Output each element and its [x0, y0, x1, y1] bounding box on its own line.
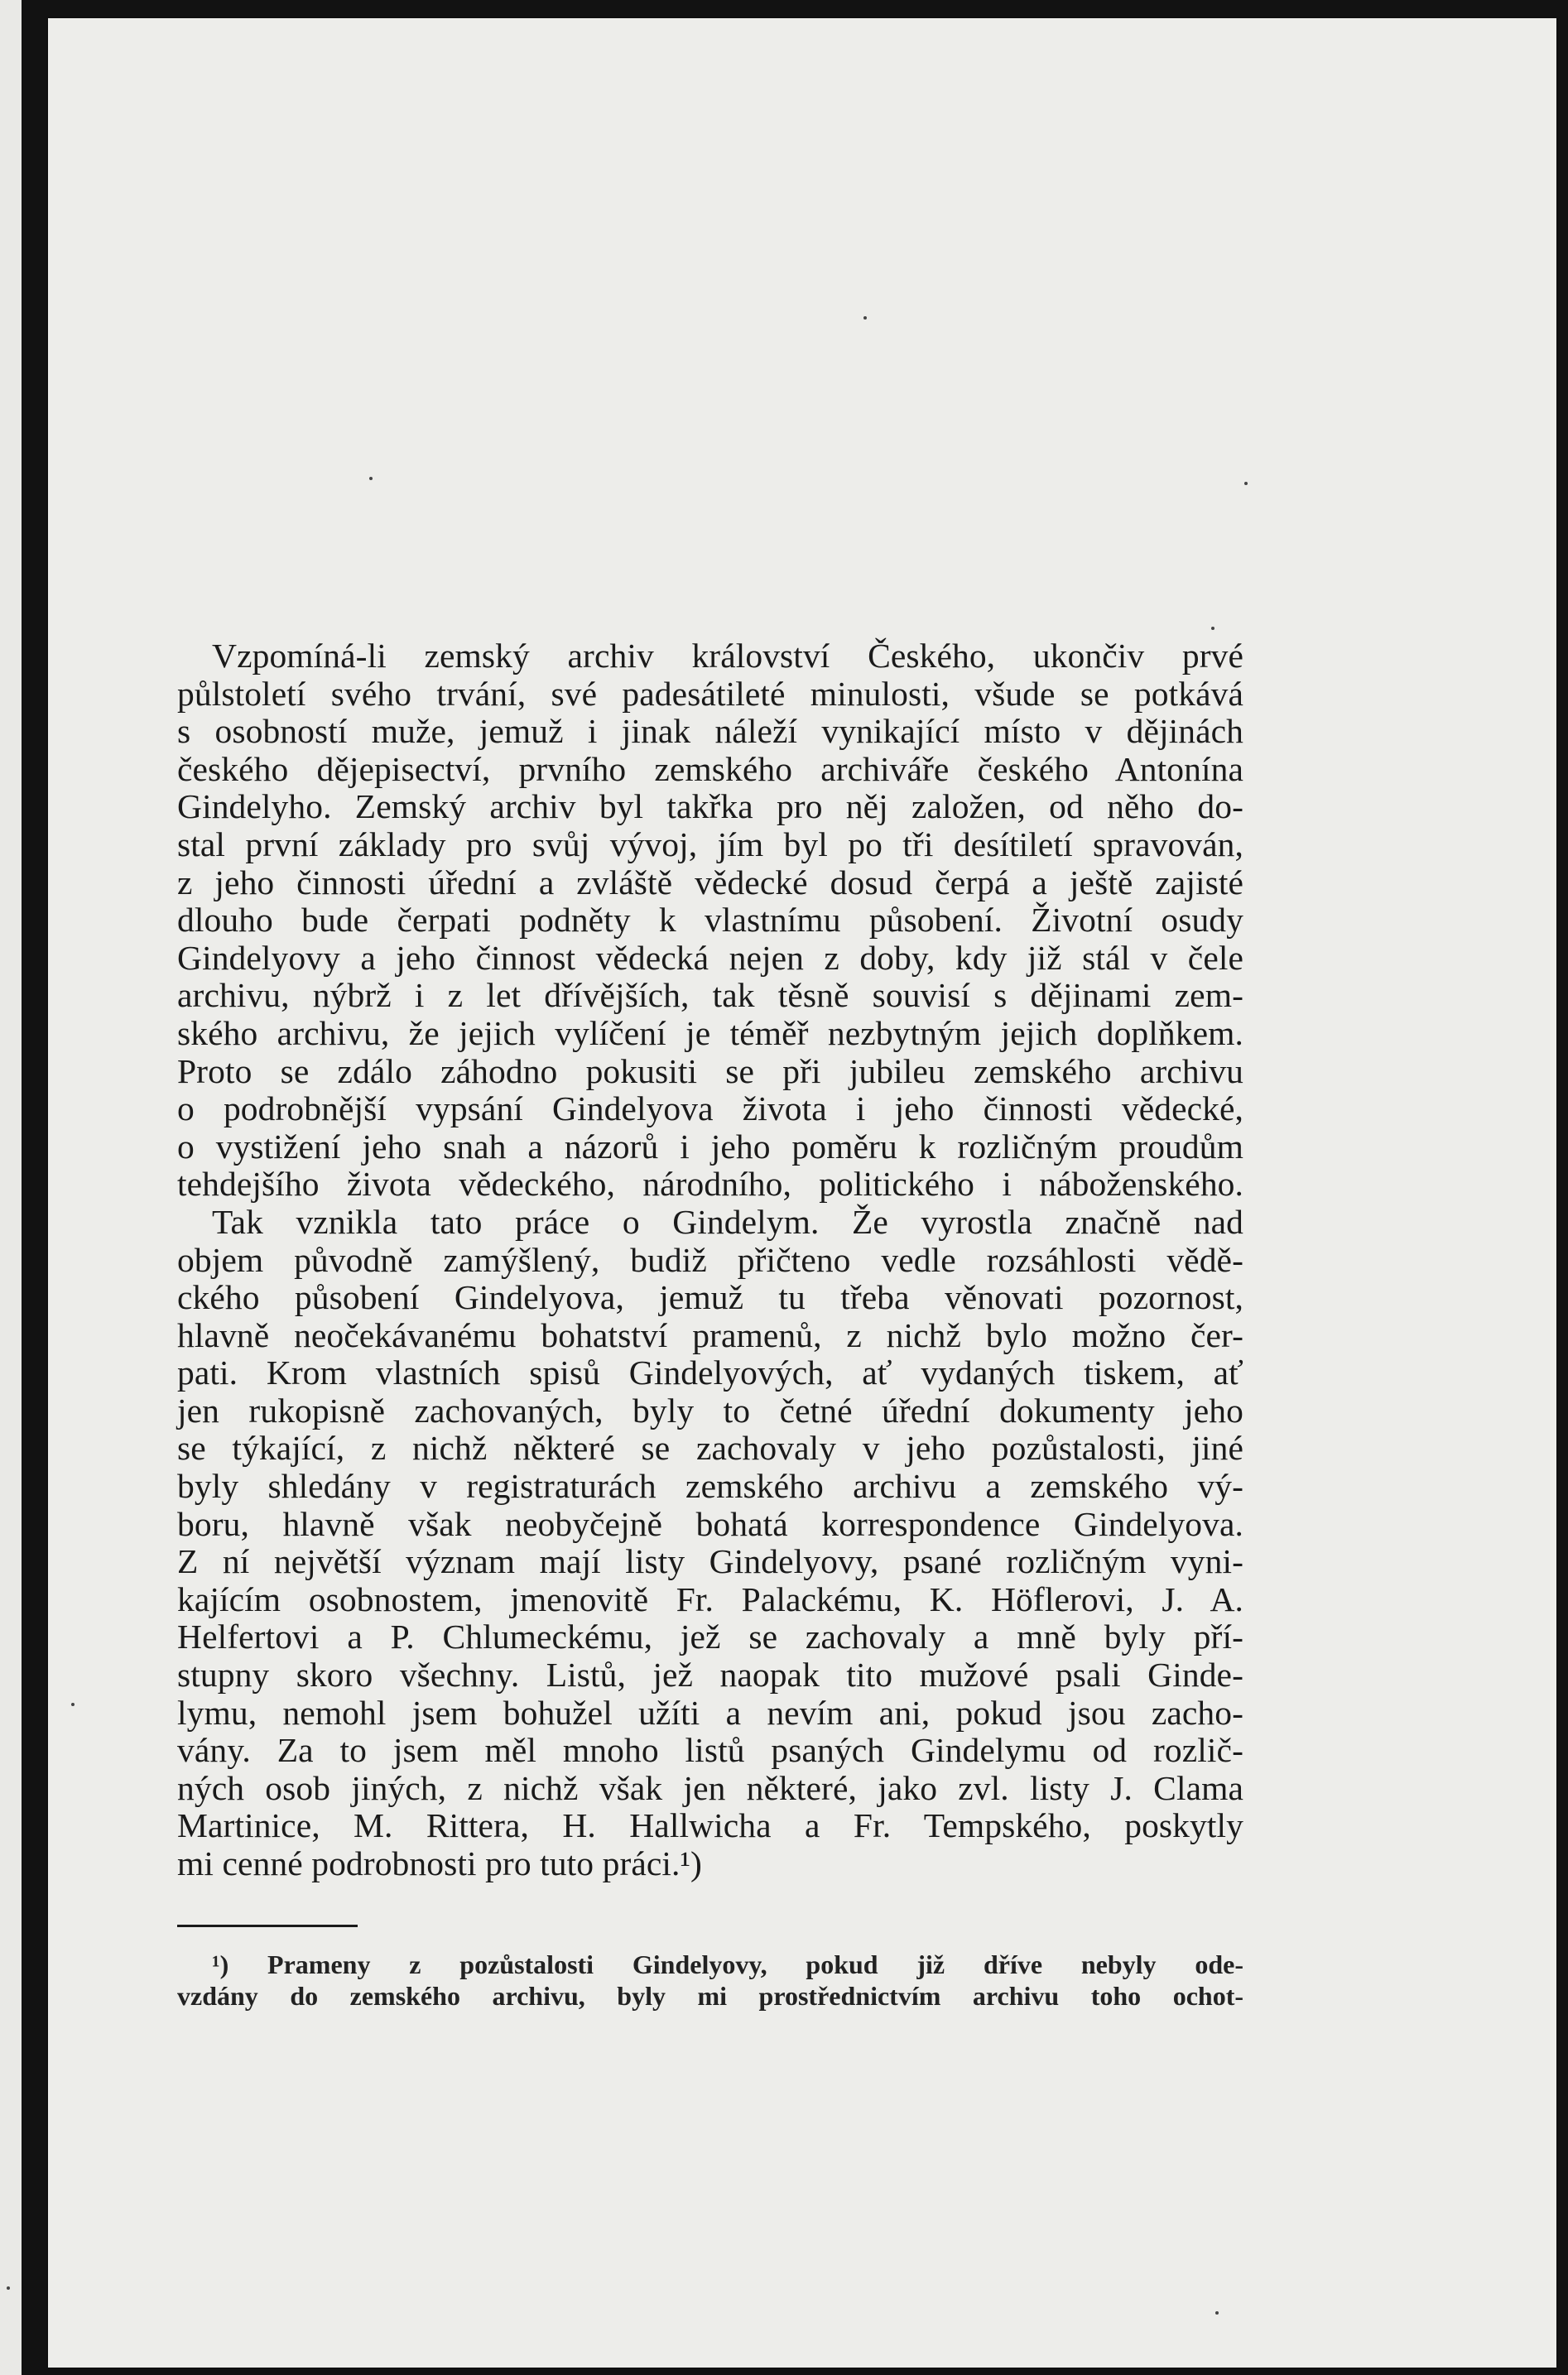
text-line: ných osob jiných, z nichž však jen některé, jako zvl. listy J. Clama — [177, 1768, 1243, 1807]
text-line: z jeho činnosti úřední a zvláště vědecké dosud čerpá a ještě zajisté — [177, 863, 1243, 901]
text-line: Tak vznikla tato práce o Gindelym. Že vyrostla značně nad — [212, 1202, 1243, 1241]
text-line: Martinice, M. Rittera, H. Hallwicha a Fr. Tempského, poskytly — [177, 1806, 1243, 1845]
scan-speck — [863, 316, 867, 320]
text-line: archivu, nýbrž i z let dřívějších, tak těsně souvisí s dějinami zem- — [177, 976, 1243, 1015]
text-line: s osobností muže, jemuž i jinak náleží vynikající místo v dějinách — [177, 712, 1243, 751]
text-line: Gindelyovy a jeho činnost vědecká nejen z doby, kdy již stál v čele — [177, 938, 1243, 977]
scan-speck — [1211, 627, 1214, 630]
text-line: byly shledány v registraturách zemského archivu a zemského vý- — [177, 1467, 1243, 1506]
text-line: vány. Za to jsem měl mnoho listů psaných Gindelymu od rozlič- — [177, 1731, 1243, 1770]
text-line: dlouho bude čerpati podněty k vlastnímu působení. Životní osudy — [177, 901, 1243, 940]
scan-speck — [1244, 482, 1248, 485]
text-line: hlavně neočekávanému bohatství pramenů, z nichž bylo možno čer- — [177, 1315, 1243, 1354]
text-line: stupny skoro všechny. Listů, jež naopak tito mužové psali Ginde- — [177, 1656, 1243, 1695]
scan-speck — [369, 477, 373, 480]
scan-speck — [71, 1703, 75, 1706]
text-line: ckého působení Gindelyova, jemuž tu třeba věnovati pozornost, — [177, 1278, 1243, 1317]
footnote — [177, 1949, 1243, 2012]
text-line: Gindelyho. Zemský archiv byl takřka pro něj založen, od něho do- — [177, 787, 1243, 826]
footnote-line: vzdány do zemského archivu, byly mi prostřednictvím archivu toho ochot- — [177, 1980, 1243, 2011]
scan-speck — [7, 2286, 10, 2290]
text-line: objem původně zamýšlený, budiž přičteno vedle rozsáhlosti vědě- — [177, 1240, 1243, 1279]
text-line: Helfertovi a P. Chlumeckému, jež se zachovaly a mně byly pří- — [177, 1618, 1243, 1656]
footnote-divider — [177, 1925, 358, 1927]
text-line: Vzpomíná-li zemský archiv království Českého, ukončiv prvé — [212, 637, 1243, 675]
text-line: o podrobnější vypsání Gindelyova života i jeho činnosti vědecké, — [177, 1089, 1243, 1128]
text-line: pati. Krom vlastních spisů Gindelyových, ať vydaných tiskem, ať — [177, 1353, 1243, 1392]
text-line: jen rukopisně zachovaných, byly to četné úřední dokumenty jeho — [177, 1391, 1243, 1430]
text-line: stal první základy pro svůj vývoj, jím byl po tři desítiletí spravován, — [177, 825, 1243, 863]
text-line: tehdejšího života vědeckého, národního, politického i náboženského. — [177, 1165, 1243, 1204]
text-line: půlstoletí svého trvání, své padesátileté minulosti, všude se potkává — [177, 674, 1243, 713]
paragraph-2 — [177, 1204, 1243, 1883]
text-line: mi cenné podrobnosti pro tuto práci.¹) — [177, 1844, 702, 1882]
footnote-line: ¹) Prameny z pozůstalosti Gindelyovy, pokud již dříve nebyly ode- — [212, 1949, 1243, 1979]
scan-speck — [1215, 2311, 1219, 2315]
text-line: Z ní největší význam mají listy Gindelyovy, psané rozličným vyni- — [177, 1542, 1243, 1581]
paragraph-1 — [177, 637, 1243, 1204]
text-line: se týkající, z nichž některé se zachovaly v jeho pozůstalosti, jiné — [177, 1429, 1243, 1468]
text-line: ského archivu, že jejich vylíčení je téměř nezbytným jejich doplňkem. — [177, 1013, 1243, 1052]
text-line: kajícím osobnostem, jmenovitě Fr. Palackému, K. Höflerovi, J. A. — [177, 1579, 1243, 1618]
text-line: Proto se zdálo záhodno pokusiti se při jubileu zemského archivu — [177, 1051, 1243, 1090]
body-text — [177, 637, 1243, 2012]
text-line: českého dějepisectví, prvního zemského archiváře českého Antonína — [177, 749, 1243, 788]
text-line: lymu, nemohl jsem bohužel užíti a nevím ani, pokud jsou zacho- — [177, 1693, 1243, 1732]
adjacent-page-edge — [0, 0, 22, 2375]
text-line: boru, hlavně však neobyčejně bohatá korrespondence Gindelyova. — [177, 1504, 1243, 1543]
text-line: o vystižení jeho snah a názorů i jeho poměru k rozličným proudům — [177, 1127, 1243, 1166]
